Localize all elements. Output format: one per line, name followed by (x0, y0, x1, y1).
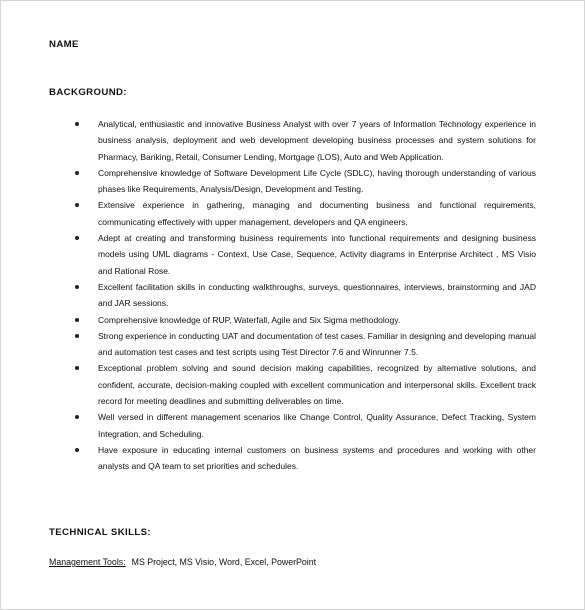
bullet-text: Adept at creating and transforming business requirements into functional requirements and designing business models using UML diagrams - Context, Use Case, Sequence, Activity diagrams in Enterprise Architect , MS Visio and Rational Rose. (98, 233, 536, 276)
bullet-icon (75, 334, 79, 338)
background-bullet-1 (75, 116, 536, 165)
management-tools-value: MS Project, MS Visio, Word, Excel, PowerPoint (131, 557, 317, 567)
background-bullet-8 (75, 360, 536, 409)
bullet-text: Strong experience in conducting UAT and documentation of test cases. Familiar in designing and developing manual and automation test cases and test scripts using Test Director 7.6 and Winrunner 7.5. (98, 330, 536, 358)
background-bullet-4 (75, 230, 536, 279)
bullet-text: Extensive experience in gathering, managing and documenting business and functional requirements, communicating effectively with upper management, developers and QA engineers. (98, 200, 536, 227)
name-heading: NAME (49, 39, 79, 50)
bullet-icon (75, 448, 79, 452)
background-bullet-list (75, 116, 536, 475)
background-bullet-9 (75, 409, 536, 442)
management-tools-line (49, 557, 316, 567)
bullet-icon (75, 415, 79, 419)
bullet-text: Analytical, enthusiastic and innovative Business Analyst with over 7 years of Information Technology experience in business analysis, deployment and web development developing business processes and system solutions for Pharmacy, Banking, Retail, Consumer Lending, Mortgage (LOS), Auto and Web Application. (98, 119, 536, 162)
bullet-text: Well versed in different management scenarios like Change Control, Quality Assurance, Defect Tracking, System Integration, and Scheduling. (98, 412, 536, 439)
background-bullet-7 (75, 328, 536, 361)
background-heading: BACKGROUND: (49, 87, 127, 98)
bullet-text: Excellent facilitation skills in conducting walkthroughs, surveys, questionnaires, interviews, brainstorming and JAD and JAR sessions. (98, 281, 536, 309)
technical-skills-heading: TECHNICAL SKILLS: (49, 527, 152, 538)
bullet-icon (75, 285, 79, 289)
bullet-icon (75, 171, 79, 175)
bullet-text: Exceptional problem solving and sound decision making capabilities, recognized by alternative solutions, and confident, accurate, decision-making coupled with excellent communication and interpersonal skills. Excellent track record for meeting deadlines and submitting deliverables on time. (98, 363, 536, 407)
bullet-text: Comprehensive knowledge of Software Development Life Cycle (SDLC), having thorough understanding of various phases like Requirements, Analysis/Design, Development and Testing. (98, 167, 536, 195)
background-bullet-6 (75, 312, 536, 328)
bullet-icon (75, 366, 79, 370)
management-tools-label: Management Tools: (49, 557, 126, 567)
background-bullet-5 (75, 279, 536, 312)
bullet-text: Have exposure in educating internal customers on business systems and procedures and working with other analysts and QA team to set priorities and schedules. (98, 444, 536, 472)
bullet-icon (75, 236, 79, 240)
bullet-icon (75, 318, 79, 322)
background-bullet-2 (75, 165, 536, 198)
background-bullet-10 (75, 442, 536, 475)
bullet-icon (75, 203, 79, 207)
bullet-text: Comprehensive knowledge of RUP, Waterfall, Agile and Six Sigma methodology. (98, 314, 401, 325)
bullet-icon (75, 122, 79, 126)
background-bullet-3 (75, 197, 536, 230)
